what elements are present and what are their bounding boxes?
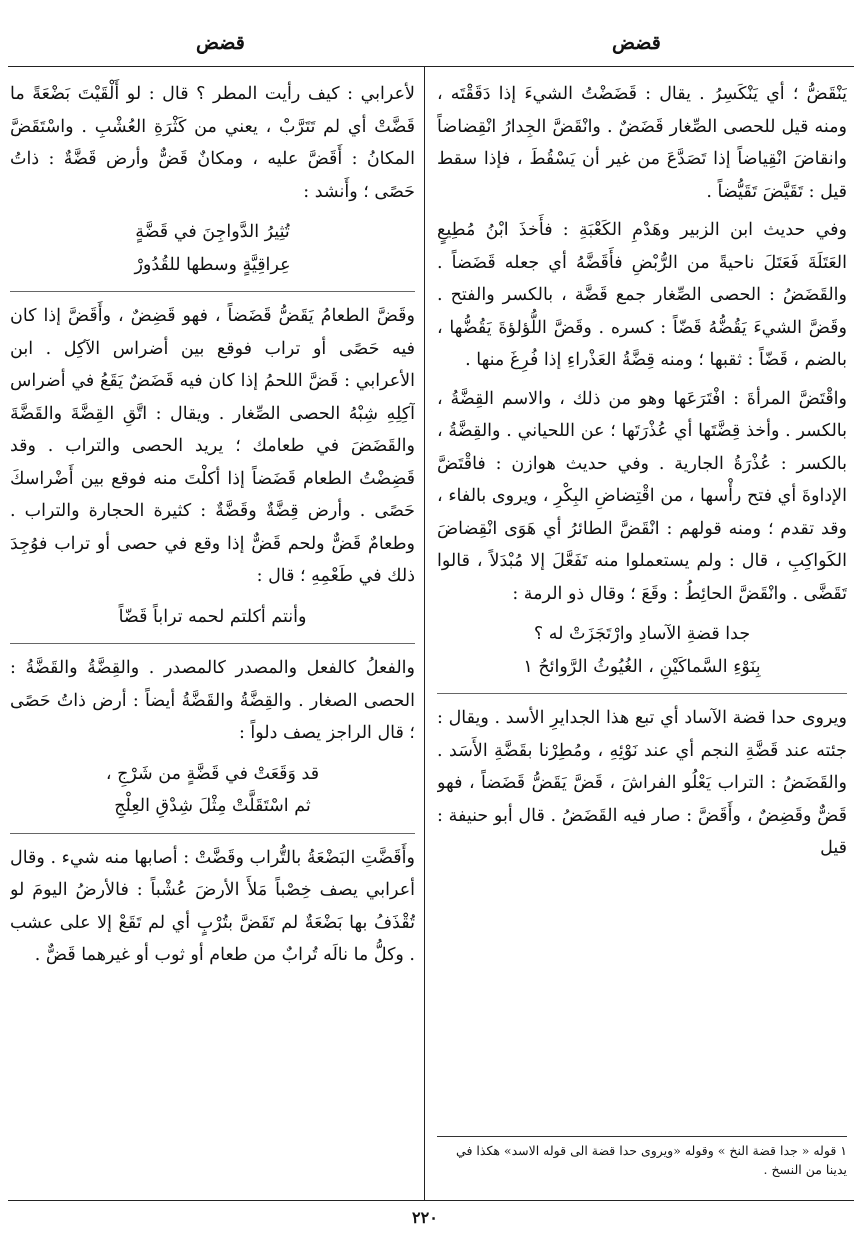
left-column	[10, 78, 415, 1188]
body-paragraph: ويروى حدا قضة الآساد أي تبع هذا الجدايرِ الأسد . ويقال : جئته عند قَضَّةِ النجم أي عند نَوْئِهِ ، ومُطِرْنا بقَضَّةِ الأَسَد . والقَضَضُ : التراب يَعْلُو الفراشَ ، قَضَّ يَقَضُّ قَضَضاً ، فهو قَضٌّ وقَضِضٌ ، وأَقَضَّ : صار فيه القَضَضُ . قال أبو حنيفة : قيل	[437, 708, 847, 858]
right-column	[437, 78, 847, 1136]
running-head-right: قضض	[612, 32, 661, 54]
body-paragraph: وفي حديث ابن الزبير وهَدْمِ الكَعْبَةِ : فأَخذَ ابْنُ مُطِيعٍ العَتَلَةَ فَعَتَلَ ناحيةً من الرُّبْضِ فأَقَضَّهُ أي جعله قَضَضاً . والقَضَضُ : الحصى الصِّغار جمع قَضَّة ، بالكسر والفتح . وقَضَّ الشيءَ يَقُضُّهُ قَضّاً : كسره . وقَضَّ اللُّؤلؤةَ يَقُضُّها ، بالضم ، قَضّاً : ثقبها ؛ ومنه قِضَّةُ العَذْراءِ إذا فُرِغَ منها .	[437, 220, 847, 370]
verse-block	[10, 601, 415, 634]
body-paragraph: يَنْقَضُّ ؛ أي يَنْكَسِرُ . يقال : قَضَضْتُ الشيءَ إذا دَقَقْتَه ، ومنه قيل للحصى الصِّغار قَضَضٌ . وانْقَضَّ الجِدارُ انْقِضاضاً وانقاضَ انْقِياضاً إذا تَصَدَّعَ من غير أن يَسْقُطَ ، فإذا سقط قيل : تَقَيَّضَ تَقَيُّضاً .	[437, 84, 847, 202]
section-separator	[10, 833, 415, 834]
body-paragraph: لأعرابي : كيف رأيت المطر ؟ قال : لو أَلْقَيْتَ بَضْعَةً ما قَضَّتْ أي لم تَتَرَّبْ ، يعني من كَثْرَةِ العُشْبِ . واسْتَقَضَّ المكانُ : أَقَضَّ عليه ، ومكانٌ قَضٌّ وأرض قَضَّةٌ : ذاتُ حَصًى ؛ وأَنشد :	[10, 84, 415, 202]
section-separator	[437, 693, 847, 694]
body-paragraph: والفعلُ كالفعل والمصدر كالمصدر . والقِضَّةُ والقَضَّةُ : الحصى الصغار . والقِضَّةُ والقَضَّةُ أيضاً : أرض ذاتُ حَصًى ؛ قال الراجز يصف دلواً :	[10, 658, 415, 743]
body-paragraph: وقَضَّ الطعامُ يَقَضُّ قَضَضاً ، فهو قَضِضٌ ، وأَقَضَّ إذا كان فيه حَصًى أو تراب فوقع بين أضراس الآكِل . ابن الأعرابي : قَضَّ اللحمُ إذا كان فيه قَضَضٌ يَقَعُ في أضراس آكِلِهِ شِبْهُ الحصى الصِّغار . ويقال : اتَّقِ القِضَّةَ والقَضَّةَ والقَضَضَ في طعامك ؛ يريد الحصى والتراب . وقد قَضِضْتُ الطعام قَضَضاً إذا أكلْتَ منه فوقع بين أَضْراسكَ حَصًى . وأرض قِضَّةٌ وقَضَّةٌ : كثيرة الحجارة والتراب . وطعامٌ قَضٌّ ولحم قَضٌّ إذا وقع في حصى أو تراب فوُجِدَ ذلك في طَعْمِهِ ؛ قال :	[10, 306, 415, 586]
section-separator	[10, 643, 415, 644]
bottom-rule	[8, 1200, 854, 1201]
body-paragraph: واقْتَضَّ المرأةَ : افْتَرَعَها وهو من ذلك ، والاسم القِضَّةُ ، بالكسر . وأخذ قِضَّتَها أي عُذْرَتَها ؛ عن اللحياني . والقِضَّةُ ، بالكسر : عُذْرَةُ الجارية . وفي حديث هوازن : فاقْتَضَّ الإداوةَ أي فتح رأْسها ، من اقْتِضاضِ البِكْرِ ، ويروى بالفاء ، وقد تقدم ؛ ومنه قولهم : انْقَضَّ الطائرُ أي هَوَى انْقِضاضَ الكَواكِبِ ، قال : ولم يستعملوا منه تَفَعَّلَ إلا مُبْدَلاً ، قالوا تَقَضَّى . وانْقَضَّ الحائِطُ : وقَعَ ؛ وقال ذو الرمة :	[437, 388, 847, 604]
verse-line: قد وَقَعَتْ في قَضَّةٍ من شَرْجِ ،	[105, 763, 320, 784]
page-number: ٢٢٠	[412, 1208, 438, 1227]
verse-line: ثم اسْتَقَلَّتْ مِثْلَ شِدْقِ العِلْجِ	[114, 796, 311, 816]
body-paragraph: وأَقَضَّتِ البَضْعَةُ بالتُّراب وقَضَّتْ : أصابها منه شيء . وقال أعرابي يصف خِصْباً مَلأَ الأرضَ عُشْباً : فالأرضُ اليومَ لو تُقْذَفُ بها بَضْعَةٌ لم تَقَضَّ بتُرْبٍ أي لم تَقَعْ إلا على عشب . وكلُّ ما نالَه تُرابٌ من طعام أو ثوب أو غيرهما قَضٌّ .	[10, 847, 415, 965]
verse-block	[437, 618, 847, 683]
verse-line: جدا قضةِ الآسادِ وارْتَجَزَتْ له ؟	[533, 624, 751, 644]
running-head-left: قضض	[196, 32, 245, 54]
top-rule	[8, 66, 854, 67]
verse-block	[10, 216, 415, 281]
verse-line: تُثِيرُ الدَّواجِنَ في قَضَّةٍ	[135, 222, 290, 242]
verse-line: بِنَوْءِ السَّماكَيْنِ ، الغُيُوثُ الرَّوائحُ ١	[523, 656, 761, 677]
verse-block	[10, 758, 415, 823]
section-separator	[10, 291, 415, 292]
verse-line: وأنتم أكلتم لحمه تراباً قَضّاً	[118, 606, 307, 627]
footnote: ١ قوله « جدا قضة النخ » وقوله «ويروى حدا قضة الى قوله الاسد» هكذا في يدينا من النسخ .	[437, 1136, 847, 1194]
verse-line: عِراقِيَّةٍ وسطها للقُدُورْ	[134, 254, 291, 275]
column-divider	[424, 66, 425, 1200]
